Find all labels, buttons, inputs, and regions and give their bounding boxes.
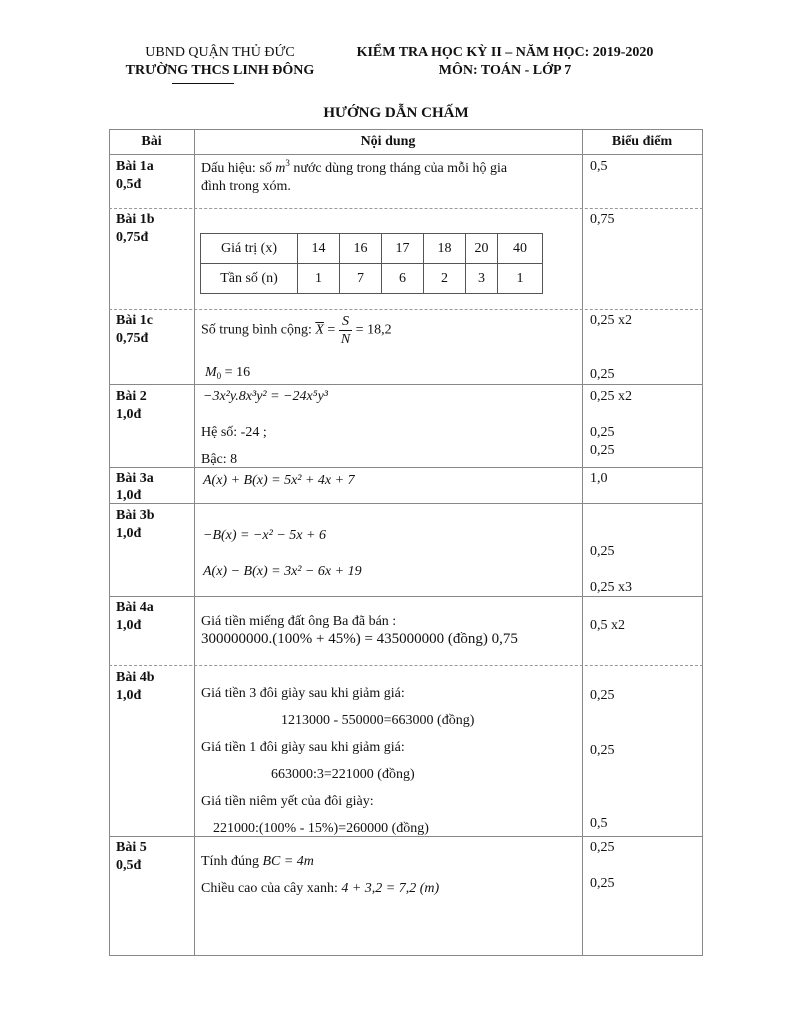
row-3b-score: 0,25: [590, 544, 615, 559]
row-4b-line: Giá tiền 3 đôi giày sau khi giảm giá:: [201, 686, 405, 701]
row-3b-expression-1: −B(x) = −x² − 5x + 6: [203, 528, 326, 543]
row-3a-score: 1,0: [590, 471, 608, 486]
exam-title: KIỂM TRA HỌC KỲ II – NĂM HỌC: 2019-2020: [356, 45, 654, 60]
row-2-label: Bài 2: [116, 389, 147, 404]
row-4b-line: Giá tiền niêm yết của đôi giày:: [201, 794, 374, 809]
row-5-line: Tính đúng BC = 4m: [201, 854, 314, 869]
freq-count: 1: [298, 264, 340, 294]
exam-header: [330, 44, 680, 80]
row-4b-points: 1,0đ: [116, 688, 142, 703]
freq-value: 16: [340, 234, 382, 264]
freq-header-count: Tần số (n): [201, 264, 298, 294]
school-header: [100, 44, 340, 80]
page-title: HƯỚNG DẪN CHẤM: [323, 105, 469, 121]
row-4b-line: 1213000 - 550000=663000 (đồng): [281, 713, 475, 728]
row-3b-score: 0,25 x3: [590, 580, 632, 595]
row-1a-content: Dấu hiệu: số $m^3$ nước dùng trong tháng của mỗi hộ gia: [201, 158, 508, 176]
row-1c-mode: $M_0 = 16$: [205, 365, 251, 381]
row-3b-expression-2: A(x) − B(x) = 3x² − 6x + 19: [203, 564, 362, 579]
freq-value: 17: [382, 234, 424, 264]
frequency-table: [200, 233, 543, 294]
row-3b-points: 1,0đ: [116, 526, 142, 541]
row-1b-points: 0,75đ: [116, 230, 149, 245]
row-2-coefficient: Hệ số: -24 ;: [201, 425, 267, 440]
row-5-points: 0,5đ: [116, 858, 142, 873]
row-1c-score: 0,25 x2: [590, 313, 632, 328]
row-2-degree: Bậc: 8: [201, 452, 238, 467]
row-4a-text: Giá tiền miếng đất ông Ba đã bán :: [201, 614, 397, 629]
row-2-points: 1,0đ: [116, 407, 142, 422]
row-1c-label: Bài 1c: [116, 313, 153, 328]
freq-value: 14: [298, 234, 340, 264]
row-4a-score: 0,5 x2: [590, 618, 625, 633]
freq-value: 18: [424, 234, 466, 264]
row-5-score: 0,25: [590, 840, 615, 855]
row-4b-line: 663000:3=221000 (đồng): [271, 767, 415, 782]
row-3b-label: Bài 3b: [116, 508, 155, 523]
row-2-score: 0,25 x2: [590, 389, 632, 404]
row-3a-expression: A(x) + B(x) = 5x² + 4x + 7: [203, 473, 355, 488]
row-1a-score: 0,5: [590, 159, 608, 174]
row-2-expression: −3x²y.8x³y² = −24x⁵y³: [203, 389, 329, 404]
row-4a-points: 1,0đ: [116, 618, 142, 633]
row-4b-score: 0,25: [590, 743, 615, 758]
freq-count: 2: [424, 264, 466, 294]
row-1c-mean: Số trung bình cộng: $\overline{X}$ = $\frac{S}{N}$ = 18,2: [201, 314, 392, 347]
subject-line: MÔN: TOÁN - LỚP 7: [438, 63, 572, 78]
freq-count: 1: [498, 264, 543, 294]
row-3a-label: Bài 3a: [116, 471, 154, 486]
row-4a-calculation: 300000000.(100% + 45%) = 435000000 (đồng) 0,75: [201, 631, 518, 647]
row-1a-content-line2: đình trong xóm.: [201, 179, 291, 194]
row-1c-points: 0,75đ: [116, 331, 149, 346]
row-4a-label: Bài 4a: [116, 600, 154, 615]
row-5-line: Chiều cao của cây xanh: 4 + 3,2 = 7,2 (m): [201, 881, 440, 896]
row-4b-score: 0,5: [590, 816, 608, 831]
row-1c-score: 0,25: [590, 367, 615, 382]
row-4b-line: 221000:(100% - 15%)=260000 (đồng): [213, 821, 429, 836]
row-5-label: Bài 5: [116, 840, 147, 855]
header-divider: [172, 83, 234, 84]
row-2-score: 0,25: [590, 443, 615, 458]
freq-count: 6: [382, 264, 424, 294]
row-4b-score: 0,25: [590, 688, 615, 703]
freq-count: 3: [466, 264, 498, 294]
col-header-noidung: Nội dung: [360, 134, 416, 149]
freq-value: 40: [498, 234, 543, 264]
school-name: TRƯỜNG THCS LINH ĐÔNG: [125, 63, 315, 78]
district-name: UBND QUẬN THỦ ĐỨC: [145, 45, 295, 60]
row-3a-points: 1,0đ: [116, 488, 142, 503]
col-header-bai: Bài: [141, 134, 162, 149]
row-2-score: 0,25: [590, 425, 615, 440]
freq-value: 20: [466, 234, 498, 264]
freq-header-value: Giá trị (x): [201, 234, 298, 264]
row-1b-label: Bài 1b: [116, 212, 155, 227]
row-5-score: 0,25: [590, 876, 615, 891]
row-4b-label: Bài 4b: [116, 670, 155, 685]
col-header-diem: Biểu điểm: [611, 134, 673, 149]
row-1a-label: Bài 1a: [116, 159, 154, 174]
row-1b-score: 0,75: [590, 212, 615, 227]
row-4b-line: Giá tiền 1 đôi giày sau khi giảm giá:: [201, 740, 405, 755]
row-1a-points: 0,5đ: [116, 177, 142, 192]
freq-count: 7: [340, 264, 382, 294]
